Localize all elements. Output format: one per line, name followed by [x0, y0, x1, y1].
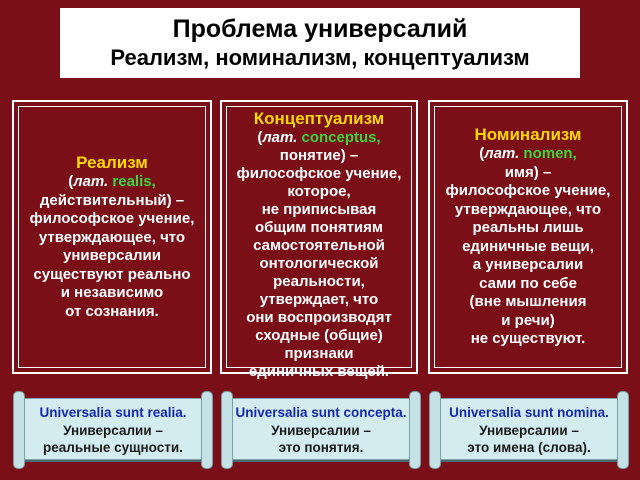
- latin-origin: (лат. realis,: [68, 173, 156, 190]
- text-line: самостоятельной: [253, 237, 385, 254]
- latin-term: realis,: [112, 173, 156, 190]
- scroll-line: реальные сущности.: [43, 440, 183, 455]
- column-heading: Номинализм: [474, 125, 582, 145]
- text-line: существуют реально: [33, 265, 191, 283]
- page-subtitle: Реализм, номинализм, концептуализм: [110, 45, 530, 70]
- latin-origin: (лат. nomen,: [479, 145, 577, 163]
- scroll-latin: Universalia sunt realia.: [39, 405, 187, 420]
- scroll-latin: Universalia sunt nomina.: [449, 405, 609, 420]
- text-line: философское учение,: [29, 210, 195, 227]
- scroll-line: Универсалии –: [479, 422, 579, 438]
- text-line: единичных вещей.: [248, 363, 390, 380]
- text-line: реальности,: [273, 273, 365, 290]
- text-line: признаки: [284, 345, 354, 362]
- latin-term: nomen,: [523, 145, 577, 163]
- text-line: действительный) –: [39, 191, 185, 209]
- text-line: общим понятиям: [254, 219, 384, 236]
- scroll-line: это понятия.: [278, 440, 364, 455]
- text-line: (вне мышления: [469, 293, 587, 311]
- text-line: а универсалии: [472, 256, 584, 274]
- column-nominalism: [428, 100, 628, 374]
- scroll-roll-icon: [201, 391, 213, 469]
- scroll-nominalism: [434, 398, 624, 460]
- text-line: философское учение,: [445, 182, 611, 200]
- scroll-line: Универсалии –: [271, 422, 371, 438]
- text-line: онтологической: [259, 255, 379, 272]
- column-realism: [12, 100, 212, 374]
- scroll-roll-icon: [221, 391, 233, 469]
- text-line: имя) –: [504, 163, 552, 181]
- text-line: сходные (общие): [255, 327, 383, 344]
- column-conceptualism: [220, 100, 418, 380]
- text-line: от сознания.: [65, 302, 159, 320]
- text-line: единичные вещи,: [462, 237, 594, 255]
- scroll-roll-icon: [617, 391, 629, 469]
- scroll-roll-icon: [13, 391, 25, 469]
- latin-term: conceptus,: [301, 129, 381, 146]
- text-line: утверждает, что: [259, 291, 379, 308]
- text-line: универсалии: [63, 247, 161, 264]
- page-title: Проблема универсалий: [172, 15, 468, 43]
- text-line: которое,: [287, 183, 351, 200]
- title-box: [60, 8, 580, 78]
- column-heading: Реализм: [76, 153, 148, 172]
- text-line: философское учение,: [236, 165, 402, 182]
- text-line: сами по себе: [479, 274, 577, 292]
- text-line: понятие) –: [279, 147, 359, 164]
- text-line: и независимо: [60, 284, 164, 301]
- scroll-latin: Universalia sunt concepta.: [235, 405, 407, 420]
- scroll-line: это имена (слова).: [467, 440, 591, 455]
- latin-origin: (лат. conceptus,: [257, 129, 381, 146]
- scroll-line: Универсалии –: [63, 422, 163, 438]
- scroll-realism: [18, 398, 208, 460]
- text-line: не существуют.: [470, 330, 586, 348]
- text-line: утверждающее, что: [38, 228, 186, 246]
- text-line: и речи): [501, 311, 555, 329]
- text-line: реальны лишь: [472, 219, 584, 237]
- scroll-roll-icon: [409, 391, 421, 469]
- scroll-conceptualism: [226, 398, 416, 460]
- text-line: они воспроизводят: [246, 309, 392, 326]
- text-line: утверждающее, что: [454, 200, 602, 218]
- text-line: не приписывая: [261, 201, 377, 218]
- scroll-roll-icon: [429, 391, 441, 469]
- column-heading: Концептуализм: [253, 109, 385, 128]
